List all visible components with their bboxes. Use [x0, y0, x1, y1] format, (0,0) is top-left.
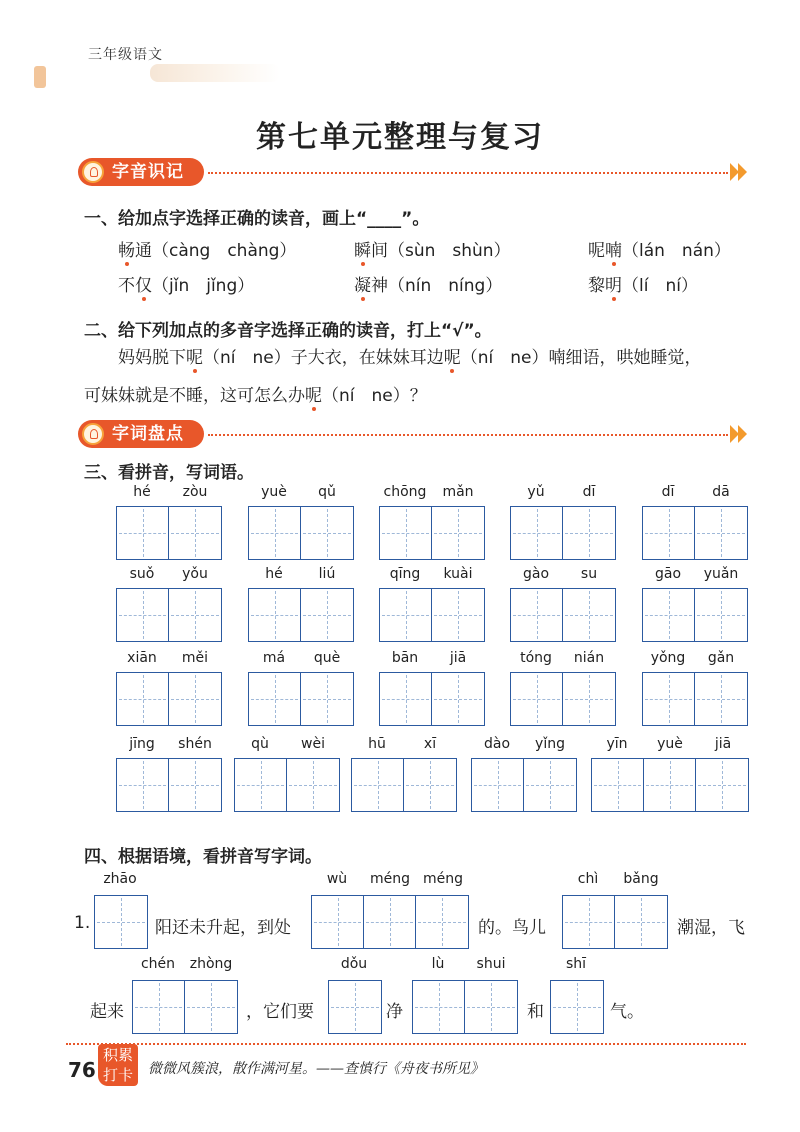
badge-top-text: 积累	[102, 1046, 133, 1064]
section-tag: 字音识记	[78, 158, 204, 186]
dotted-char: 明	[605, 276, 622, 296]
pronunciation-item	[354, 236, 511, 261]
writing-cell[interactable]	[364, 896, 416, 948]
writing-cell[interactable]	[329, 981, 381, 1033]
pinyin-label: gǎn	[707, 650, 735, 666]
checkin-badge	[98, 1044, 138, 1086]
pinyin-label: shén	[178, 736, 212, 752]
writing-cell[interactable]	[644, 759, 696, 811]
pinyin-label: yǒu	[182, 566, 208, 582]
writing-cell[interactable]	[695, 507, 747, 559]
writing-grid[interactable]	[510, 672, 616, 726]
pinyin-label: yuè	[657, 736, 683, 752]
pinyin-label: mǎn	[442, 484, 474, 500]
pinyin-label: měi	[181, 650, 209, 666]
sentence-text: （ní ne）？	[322, 386, 427, 406]
sentence-text: （ní ne）子大衣，在妹妹耳边	[203, 348, 444, 368]
pronunciation-item	[588, 271, 698, 296]
writing-cell[interactable]	[643, 673, 695, 725]
writing-cell[interactable]	[169, 589, 221, 641]
writing-cell[interactable]	[551, 981, 603, 1033]
writing-grid[interactable]	[412, 980, 518, 1034]
writing-cell[interactable]	[416, 896, 468, 948]
writing-grid[interactable]	[328, 980, 382, 1034]
question-number: 1.	[74, 913, 91, 933]
pinyin-options[interactable]: （càng chàng）	[152, 241, 297, 261]
sentence-text: 妈妈脱下	[118, 348, 186, 368]
writing-grid[interactable]	[379, 588, 485, 642]
writing-cell[interactable]	[696, 759, 748, 811]
writing-cell[interactable]	[235, 759, 287, 811]
grade-label: 三年级语文	[88, 47, 163, 63]
writing-grid[interactable]	[248, 506, 354, 560]
pinyin-label: zòu	[182, 484, 208, 500]
writing-cell[interactable]	[472, 759, 524, 811]
pinyin-label: yuè	[261, 484, 287, 500]
writing-cell[interactable]	[117, 673, 169, 725]
writing-cell[interactable]	[301, 507, 353, 559]
writing-cell[interactable]	[511, 589, 563, 641]
pronunciation-item	[588, 236, 731, 261]
pinyin-label: méng	[369, 871, 410, 887]
pronunciation-item	[118, 236, 296, 261]
writing-cell[interactable]	[249, 589, 301, 641]
writing-cell[interactable]	[643, 589, 695, 641]
pinyin-label: yǔ	[527, 484, 545, 500]
pinyin-label: jīng	[129, 736, 155, 752]
writing-cell[interactable]	[615, 896, 667, 948]
pinyin-options[interactable]: （nín níng）	[388, 276, 503, 296]
writing-grid[interactable]	[248, 588, 354, 642]
writing-grid[interactable]	[116, 672, 222, 726]
pinyin-label: wèi	[301, 736, 325, 752]
pinyin-label: gāo	[654, 566, 682, 582]
pinyin-label: gào	[522, 566, 550, 582]
dotted-char: 仅	[135, 276, 152, 296]
writing-cell[interactable]	[380, 589, 432, 641]
sentence-text: 的。鸟儿	[478, 918, 546, 938]
sentence-text: （ní ne）喃细语，哄她睡觉，	[460, 348, 702, 368]
question-2-line	[118, 340, 701, 376]
writing-cell[interactable]	[95, 896, 147, 948]
page-smudge	[34, 66, 46, 88]
writing-grid[interactable]	[642, 672, 748, 726]
question-1-prompt: 一、给加点字选择正确的读音，画上“____”。	[84, 209, 430, 229]
writing-grid[interactable]	[471, 758, 577, 812]
writing-cell[interactable]	[301, 673, 353, 725]
pinyin-label: lù	[431, 956, 445, 972]
lightbulb-icon	[82, 161, 104, 183]
writing-cell[interactable]	[432, 589, 484, 641]
pinyin-label: yuǎn	[703, 566, 739, 582]
pinyin-label: zhòng	[189, 956, 233, 972]
arrow-icon	[738, 425, 747, 443]
writing-cell[interactable]	[312, 896, 364, 948]
pinyin-label: kuài	[443, 566, 473, 582]
pinyin-label: liú	[318, 566, 336, 582]
writing-cell[interactable]	[117, 507, 169, 559]
writing-grid[interactable]	[248, 672, 354, 726]
pinyin-label: hū	[368, 736, 386, 752]
pinyin-label: wù	[326, 871, 348, 887]
sentence-text: 起来	[90, 1002, 124, 1022]
pinyin-label: shui	[476, 956, 506, 972]
writing-cell[interactable]	[465, 981, 517, 1033]
pinyin-label: què	[313, 650, 341, 666]
sentence-text: 气。	[610, 1002, 644, 1022]
pinyin-label: su	[580, 566, 598, 582]
pinyin-label: hé	[133, 484, 151, 500]
pinyin-options[interactable]: （lí ní）	[622, 276, 698, 296]
dotted-divider	[208, 434, 728, 436]
sentence-text: 净	[386, 1002, 403, 1022]
writing-cell[interactable]	[432, 507, 484, 559]
pinyin-label: jiā	[714, 736, 732, 752]
item-text: 神	[371, 276, 388, 296]
item-text: 间	[371, 241, 388, 261]
writing-grid[interactable]	[351, 758, 457, 812]
writing-cell[interactable]	[380, 673, 432, 725]
pinyin-label: má	[262, 650, 286, 666]
section-tag: 字词盘点	[78, 420, 204, 448]
item-text: 不	[118, 276, 135, 296]
pinyin-label: dī	[661, 484, 675, 500]
writing-cell[interactable]	[117, 589, 169, 641]
writing-grid[interactable]	[550, 980, 604, 1034]
item-text: 通	[135, 241, 152, 261]
sentence-text: 潮湿，飞	[677, 918, 745, 938]
pinyin-label: yīn	[606, 736, 628, 752]
question-2-prompt: 二、给下列加点的多音字选择正确的读音，打上“√”。	[84, 321, 492, 341]
writing-cell[interactable]	[249, 507, 301, 559]
pinyin-label: hé	[265, 566, 283, 582]
writing-cell[interactable]	[169, 507, 221, 559]
writing-cell[interactable]	[695, 673, 747, 725]
footer-quote: 微微风簇浪，散作满河星。——查慎行《舟夜书所见》	[148, 1061, 484, 1077]
dotted-char[interactable]: 呢	[305, 386, 322, 406]
dotted-divider	[208, 172, 728, 174]
pinyin-label: qǔ	[318, 484, 336, 500]
section-header-vocabulary	[78, 420, 748, 450]
writing-cell[interactable]	[169, 673, 221, 725]
writing-cell[interactable]	[185, 981, 237, 1033]
item-text: 呢	[588, 241, 605, 261]
sentence-text: 可妹妹就是不睡，这可怎么办	[84, 386, 305, 406]
writing-grid[interactable]	[510, 588, 616, 642]
sentence-text: ，它们要	[246, 1002, 314, 1022]
writing-cell[interactable]	[511, 507, 563, 559]
pinyin-label: zhāo	[103, 871, 137, 887]
writing-cell[interactable]	[249, 673, 301, 725]
writing-cell[interactable]	[287, 759, 339, 811]
pinyin-options[interactable]: （jǐn jǐng）	[152, 276, 255, 296]
writing-cell[interactable]	[380, 507, 432, 559]
writing-grid[interactable]	[234, 758, 340, 812]
writing-grid[interactable]	[510, 506, 616, 560]
pinyin-label: yǒng	[650, 650, 686, 666]
writing-cell[interactable]	[117, 759, 169, 811]
question-3-prompt: 三、看拼音，写词语。	[84, 463, 254, 483]
writing-cell[interactable]	[169, 759, 221, 811]
writing-grid[interactable]	[132, 980, 238, 1034]
writing-cell[interactable]	[432, 673, 484, 725]
writing-cell[interactable]	[524, 759, 576, 811]
writing-cell[interactable]	[133, 981, 185, 1033]
section-header-pronunciation	[78, 158, 748, 188]
writing-cell[interactable]	[352, 759, 404, 811]
writing-cell[interactable]	[301, 589, 353, 641]
question-2-line	[84, 378, 427, 414]
sentence-text: 和	[527, 1002, 544, 1022]
pinyin-label: shī	[565, 956, 587, 972]
writing-grid[interactable]	[116, 758, 222, 812]
dotted-char: 凝	[354, 276, 371, 296]
pinyin-label: dī	[582, 484, 596, 500]
pinyin-label: dǒu	[340, 956, 368, 972]
pinyin-label: suǒ	[129, 566, 155, 582]
dotted-char: 畅	[118, 241, 135, 261]
writing-grid[interactable]	[562, 895, 668, 949]
dotted-char[interactable]: 呢	[186, 348, 203, 368]
pinyin-label: bān	[391, 650, 419, 666]
pinyin-label: chì	[577, 871, 599, 887]
writing-grid[interactable]	[591, 758, 749, 812]
pinyin-label: dào	[483, 736, 511, 752]
footer-divider	[66, 1043, 746, 1045]
writing-cell[interactable]	[643, 507, 695, 559]
badge-bottom-text: 打卡	[102, 1066, 133, 1084]
dotted-char[interactable]: 呢	[443, 348, 461, 368]
pinyin-label: qù	[251, 736, 269, 752]
lightbulb-icon	[82, 423, 104, 445]
pinyin-label: yǐng	[535, 736, 565, 752]
pinyin-label: chén	[140, 956, 176, 972]
pinyin-label: tóng	[520, 650, 552, 666]
pinyin-label: bǎng	[623, 871, 659, 887]
writing-cell[interactable]	[592, 759, 644, 811]
writing-grid[interactable]	[379, 672, 485, 726]
pinyin-label: xī	[423, 736, 437, 752]
writing-cell[interactable]	[563, 673, 615, 725]
pinyin-options[interactable]: （sùn shùn）	[388, 241, 511, 261]
writing-grid[interactable]	[642, 588, 748, 642]
pinyin-label: nián	[573, 650, 605, 666]
pronunciation-item	[118, 271, 254, 296]
writing-cell[interactable]	[563, 589, 615, 641]
writing-cell[interactable]	[413, 981, 465, 1033]
question-4-prompt: 四、根据语境，看拼音写字词。	[84, 847, 322, 867]
arrow-icon	[738, 163, 747, 181]
dotted-char: 喃	[605, 241, 622, 261]
pronunciation-item	[354, 271, 502, 296]
writing-grid[interactable]	[94, 895, 148, 949]
writing-cell[interactable]	[563, 896, 615, 948]
pinyin-label: xiān	[127, 650, 157, 666]
dotted-char: 瞬	[354, 241, 371, 261]
pinyin-label: qīng	[389, 566, 421, 582]
writing-cell[interactable]	[563, 507, 615, 559]
item-text: 黎	[588, 276, 605, 296]
pinyin-options[interactable]: （lán nán）	[622, 241, 731, 261]
pinyin-label: méng	[422, 871, 463, 887]
page-number: 76	[68, 1058, 96, 1082]
writing-grid[interactable]	[379, 506, 485, 560]
writing-grid[interactable]	[116, 506, 222, 560]
writing-cell[interactable]	[695, 589, 747, 641]
page-title: 第七单元整理与复习	[256, 120, 544, 155]
page-smudge	[150, 64, 280, 82]
writing-cell[interactable]	[511, 673, 563, 725]
sentence-text: 阳还未升起，到处	[155, 918, 291, 938]
pinyin-label: jiā	[449, 650, 467, 666]
writing-cell[interactable]	[404, 759, 456, 811]
pinyin-label: dā	[712, 484, 730, 500]
writing-grid[interactable]	[116, 588, 222, 642]
writing-grid[interactable]	[311, 895, 469, 949]
writing-grid[interactable]	[642, 506, 748, 560]
pinyin-label: chōng	[383, 484, 427, 500]
